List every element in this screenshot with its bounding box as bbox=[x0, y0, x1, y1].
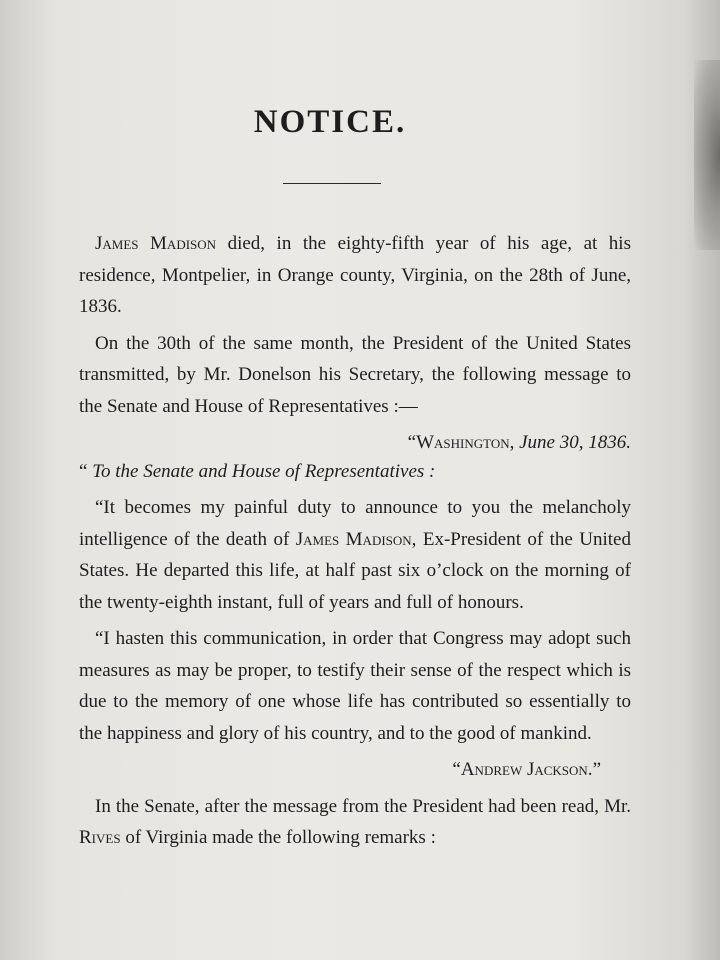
paragraph-text: In the Senate, after the message from the President had been read, Mr. bbox=[95, 795, 631, 817]
paragraph-death-notice bbox=[79, 228, 631, 323]
page-title: NOTICE. bbox=[253, 104, 407, 140]
name-madison: James Madison bbox=[295, 528, 412, 550]
paragraph-text: , Ex-President of the United States. He departed this life, at half past six o’clock on the morning of the twenty-eighth instant, full of years and full of honours. bbox=[79, 528, 631, 613]
paragraph-text: “It becomes my painful duty to announce to you the melancholy intelligence of the death of bbox=[79, 497, 631, 550]
open-quote: “ bbox=[407, 432, 417, 453]
dateline-place: Washington, bbox=[416, 432, 515, 453]
name-madison: James Madison bbox=[95, 233, 217, 254]
paragraph-announcement bbox=[79, 492, 631, 618]
dateline-date: June 30, 1836. bbox=[519, 432, 631, 453]
paragraph-senate bbox=[79, 791, 631, 854]
close-quote: ” bbox=[592, 759, 601, 780]
page-curl-shadow bbox=[694, 60, 720, 250]
open-quote: “ bbox=[452, 759, 461, 780]
dateline bbox=[79, 427, 631, 459]
paragraph-text: of Virginia made the following remarks : bbox=[120, 827, 436, 848]
open-quote: “ bbox=[79, 460, 88, 482]
salutation-text: To the Senate and House of Representatives : bbox=[92, 460, 436, 482]
paragraph-communication: “I hasten this communication, in order that Congress may adopt such measures as may be proper, to testify their sense of the respect which is due to the memory of one whose life has contributed so essentially to the happiness and glory of his country, and to the good of mankind. bbox=[79, 628, 631, 744]
salutation bbox=[79, 456, 631, 488]
signature bbox=[79, 754, 631, 786]
notice-body bbox=[79, 228, 631, 859]
name-rives: Rives bbox=[79, 827, 121, 848]
signature-name: Andrew Jackson. bbox=[460, 759, 593, 780]
paragraph-transmittal: On the 30th of the same month, the President of the United States transmitted, by Mr. Donelson his Secretary, the following message to the Senate and House of Representatives :— bbox=[79, 332, 631, 417]
paragraph-text: died, in the eighty-fifth year of his age, at his residence, Montpelier, in Orange county, Virginia, on the 28th of June, 1836. bbox=[79, 233, 631, 317]
title-rule bbox=[283, 183, 381, 184]
